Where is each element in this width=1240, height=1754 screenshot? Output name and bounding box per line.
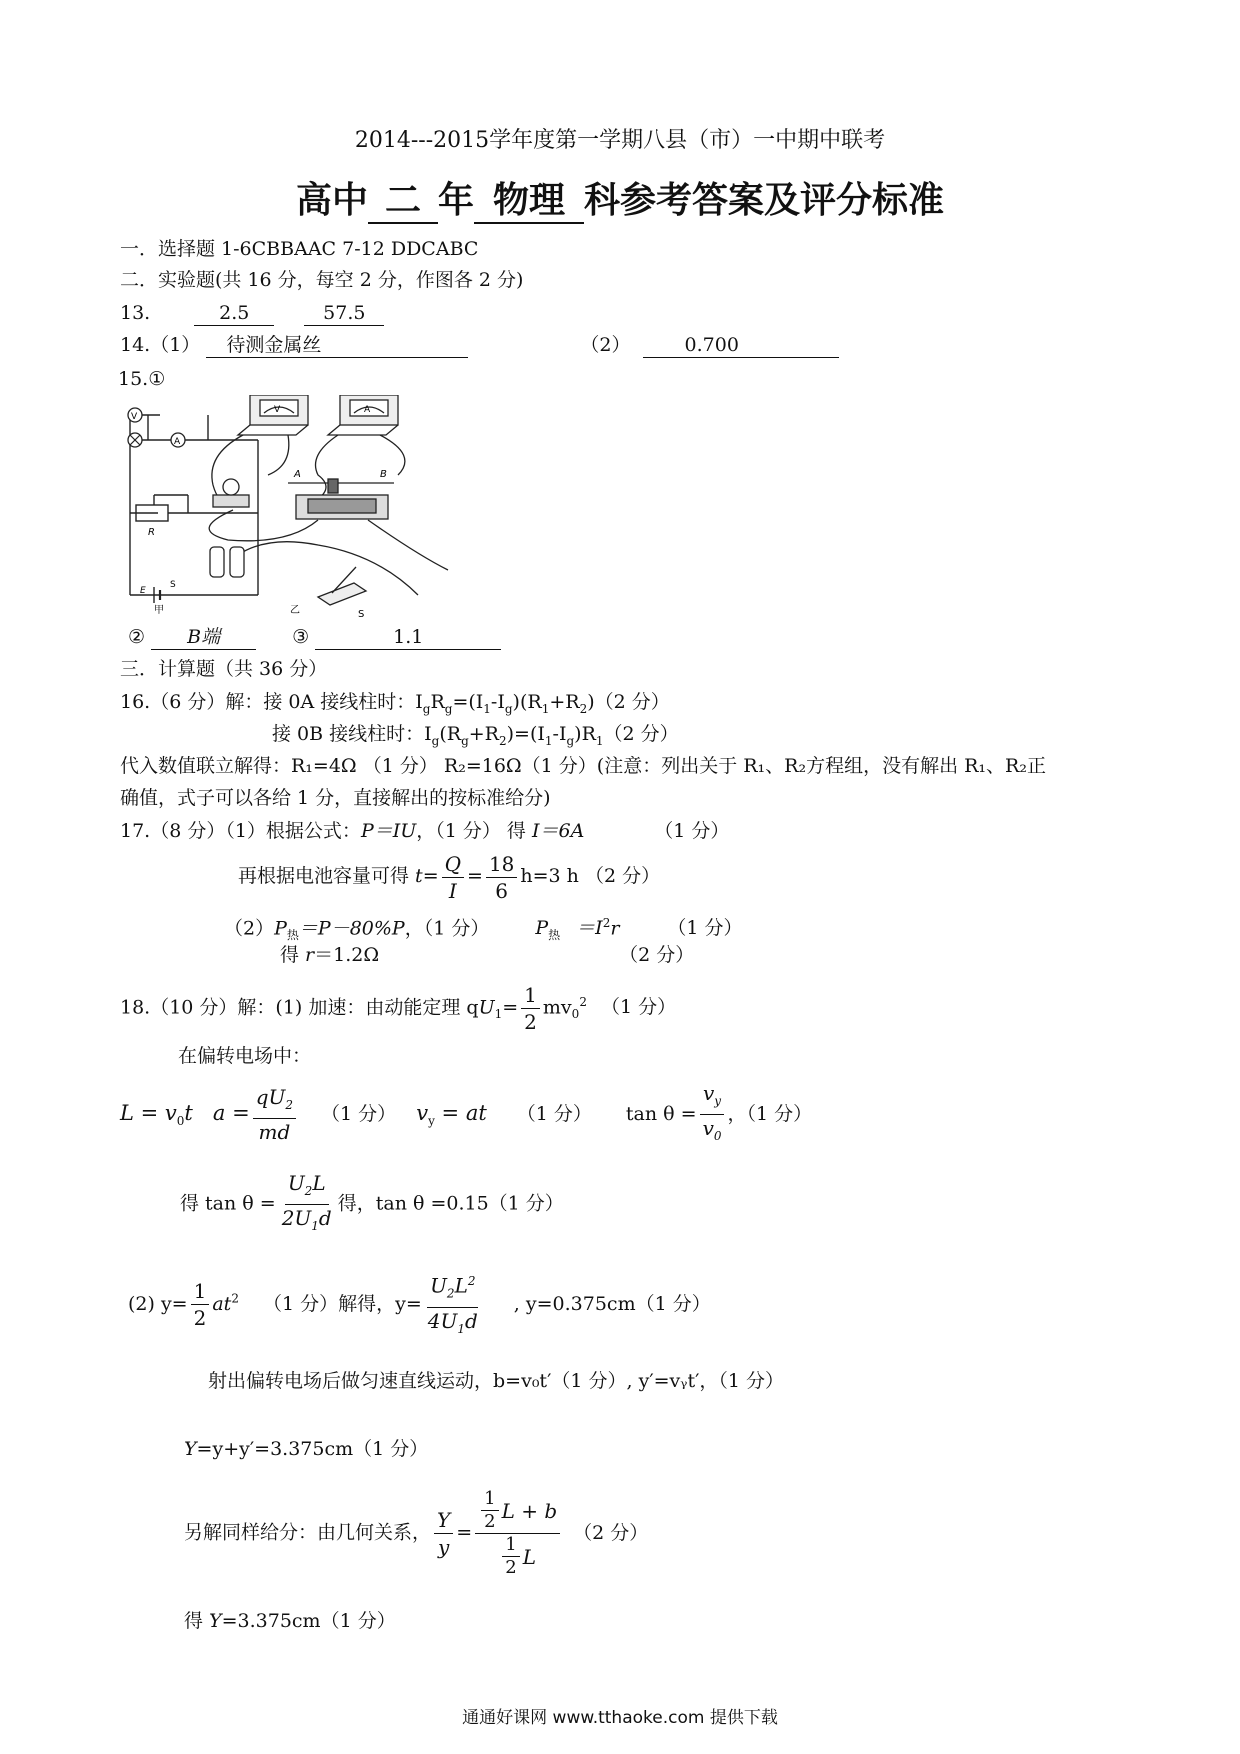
q18-final-get: 得 [184, 1610, 210, 1632]
q15-label: 15.① [118, 368, 166, 390]
answer-key-title [0, 178, 1240, 224]
title-suffix: 科参考答案及评分标准 [584, 180, 945, 221]
q18-mv: mv [542, 996, 572, 1019]
q18-line-8: 另解同样给分：由几何关系， $\frac{Y}{y}$ = $\frac{1}{2}$ L + b $\frac{1}{2}$ L （2 分） [184, 1488, 649, 1578]
q18-line-6: 射出偏转电场后做匀速直线运动，b=v₀t′（1 分）, y′=vᵧt′，（1 分） [208, 1370, 785, 1392]
q16-line-4: 确值，式子可以各给 1 分，直接解出的按标准给分) [120, 787, 551, 809]
label-e: E [140, 586, 146, 596]
q17-p-heat-eq: ＝P－80%P [298, 917, 405, 940]
q18-final-value: =3.375cm（1 分） [221, 1610, 396, 1632]
footer-source: 通通好课网 www.tthaoke.com 提供下载 [462, 1708, 778, 1728]
q18-frac-tan-result: $\frac{U_2L}{2U_1d}$ [281, 1171, 332, 1233]
q17-formula-p: P＝IU [360, 820, 417, 842]
q17-line-1 [120, 818, 729, 844]
fig-label-right: 乙 [290, 605, 300, 616]
q17-t: t [415, 865, 423, 887]
label-a: A [174, 437, 181, 447]
q18-line-2: 在偏转电场中： [178, 1045, 312, 1067]
q18-frac-y-ratio: $\frac{Y}{y}$ [434, 1507, 453, 1560]
q18-frac-tan: $\frac{v_y}{v_0}$ [700, 1080, 725, 1149]
q18-points-3c: ，（1 分） [727, 1103, 813, 1125]
title-year-word: 年 [437, 180, 474, 221]
q14-answer-2: 0.700 [643, 333, 839, 358]
label-v-meter: V [274, 405, 281, 415]
q14-label-2: （2） [580, 334, 631, 356]
q16-line-2 [272, 721, 679, 754]
q17-p-heat-2: P [535, 917, 549, 940]
circuit-real-objects [209, 395, 448, 605]
q18-points-1: （1 分） [600, 996, 677, 1019]
section-experiment-heading: 二．实验题(共 16 分，每空 2 分，作图各 2 分) [120, 269, 524, 291]
q18-line-9 [184, 1608, 396, 1634]
q17-r-2: r [305, 944, 315, 966]
q18-frac-half-2: $\frac{1}{2}$ [191, 1278, 210, 1331]
q15-label-2: ② [128, 626, 146, 648]
q15-label-3: ③ [292, 626, 310, 648]
q13-label: 13. [120, 302, 151, 324]
q17-frac-18-6: $\frac{18}{6}$ [486, 851, 517, 904]
q17-get: 得 [280, 944, 306, 966]
q17-r: r [610, 917, 620, 940]
q18-points-3a: （1 分） [321, 1103, 397, 1125]
q18-line-4 [180, 1170, 564, 1233]
q18-line-5: (2) y= $\frac{1}{2}$ $at^2$ （1 分）解得，y= $\frac{U_2L^2}{4U_1d}$ , y=0.375cm（1 分） [128, 1268, 711, 1328]
q18-tan-get: 得 tan θ = [180, 1192, 276, 1215]
q18-line-3: $L = v_0t$ a = $\frac{qU_2}{md}$ （1 分） $v_y$ = at （1 分） tan θ = $\frac{v_y}{v_0}$ ，（1 分） [120, 1080, 812, 1140]
q16-eq-1: $I_gR_g=(I_1-I_g)(R_1+R_2)(2$ 分） [415, 691, 670, 716]
q17-points-4: （2 分） [619, 944, 695, 966]
q18-final-y: Y [209, 1610, 222, 1632]
subject-blank: 物理 [474, 180, 584, 224]
q18-frac-geometry: $\frac{1}{2}$ L + b $\frac{1}{2}$ L [475, 1488, 560, 1579]
q17-result-i: I＝6A [531, 820, 585, 842]
q18-tan-value: 得，tan θ =0.15（1 分） [337, 1192, 564, 1215]
exam-title: 2014---2015学年度第一学期八县（市）一中期中联考 [354, 128, 886, 153]
fig-label-left: 甲 [154, 605, 164, 616]
q18-half: $\frac{1}{2}$ [521, 982, 540, 1035]
label-b-end: B [380, 469, 387, 480]
q18-frac-y: $\frac{U_2L^2}{4U_1d}$ [425, 1268, 481, 1342]
section-calc-heading: 三．计算题（共 36 分） [120, 658, 328, 680]
q15-circuit-figure [118, 395, 568, 617]
label-s-switch: S [358, 609, 365, 617]
label-a-end: A [294, 469, 301, 480]
q18-solve-text: （1 分）解得，y= [262, 1292, 422, 1315]
q17-line-4 [280, 942, 694, 968]
q17-time-result: h=3 h （2 分） [520, 865, 661, 887]
q18-frac-a: $\frac{qU_2}{md}$ [253, 1084, 296, 1145]
q18-y-value: , y=0.375cm（1 分） [513, 1292, 711, 1315]
q16-line1-head: 16.（6 分）解：接 0A 接线柱时： [120, 691, 416, 713]
q13-answer-1: 2.5 [194, 301, 274, 326]
q17-capacity-text: 再根据电池容量可得 [238, 865, 416, 887]
q16-line2-head: 接 0B 接线柱时： [272, 723, 425, 745]
q17-line-3: $(2)P_热=P-80\%P$，（1 分） $P_热 =I^2r$ （1 分） [224, 916, 743, 943]
q14-label-1: 14.（1） [120, 334, 201, 356]
q18-big-y-value: =y+y′=3.375cm（1 分） [196, 1438, 429, 1460]
q16-line-1 [120, 689, 670, 722]
q17-intro: 17.（8 分）（1）根据公式： [120, 820, 361, 842]
q18-alt-text: 另解同样给分：由几何关系， [184, 1521, 432, 1544]
q18-points-8: （2 分） [573, 1521, 649, 1544]
q14-line [120, 332, 839, 358]
q14-answer-1: 待测金属丝 [206, 333, 468, 358]
q17-frac-q-i: $\frac{Q}{I}$ [442, 851, 464, 904]
q17-i-sq: ＝I [576, 917, 603, 940]
q15-answer-2: B端 [151, 625, 256, 650]
q17-line-2: 再根据电池容量可得 t= $\frac{Q}{I}$ = $\frac{18}{6}$ h=3 h （2 分） [238, 851, 661, 903]
q13-line [120, 300, 384, 326]
q15-answer-3: 1.1 [315, 625, 501, 650]
label-a-meter: A [364, 405, 371, 415]
q18-line-1: 18.（10 分）解：(1) 加速：由动能定理 $qU_1=$ $\frac{1}{2}$ $mv_0^2$ （1 分） [120, 982, 677, 1034]
q17-points-1: （1 分） [654, 820, 730, 842]
q17-points-3b: （1 分） [667, 917, 743, 940]
q18-big-y: Y [184, 1438, 197, 1460]
q17-text-get: ，（1 分） 得 [416, 820, 532, 842]
q17-r-result: ＝1.2Ω [314, 944, 380, 966]
q16-eq-2: $I_g(R_g+R_2)=(I_1-I_g)R_1(2$ 分） [424, 723, 679, 748]
q17-points-3a: ，（1 分） [404, 917, 490, 940]
section-choice-answers: 一．选择题 1-6CBBAAC 7-12 DDCABC [120, 238, 479, 260]
q18-intro: 18.（10 分）解：(1) 加速：由动能定理 q [120, 996, 479, 1019]
grade-blank: 二 [368, 180, 438, 224]
label-v: V [131, 412, 138, 422]
q18-tan-label: tan θ = [625, 1103, 697, 1125]
label-s-schematic: S [170, 580, 176, 590]
q16-line-3: 代入数值联立解得：R₁=4Ω （1 分） R₂=16Ω（1 分）(注意：列出关于 R₁、R₂方程组，没有解出 R₁、R₂正 [120, 755, 1046, 777]
q18-u: U [478, 996, 495, 1019]
q18-part2-y: (2) y= [128, 1292, 188, 1315]
q17-part2-label: （2） [224, 917, 275, 940]
q15-answers-line [128, 624, 501, 650]
q18-points-3b: （1 分） [516, 1103, 592, 1125]
q13-answer-2: 57.5 [304, 301, 384, 326]
q17-heat-sub-2: 热 [548, 928, 561, 943]
title-prefix: 高中 [295, 180, 368, 221]
q17-p-heat: P [274, 917, 287, 940]
q17-heat-sub: 热 [286, 928, 299, 943]
q18-line-7 [184, 1436, 428, 1462]
label-r: R [148, 527, 155, 538]
